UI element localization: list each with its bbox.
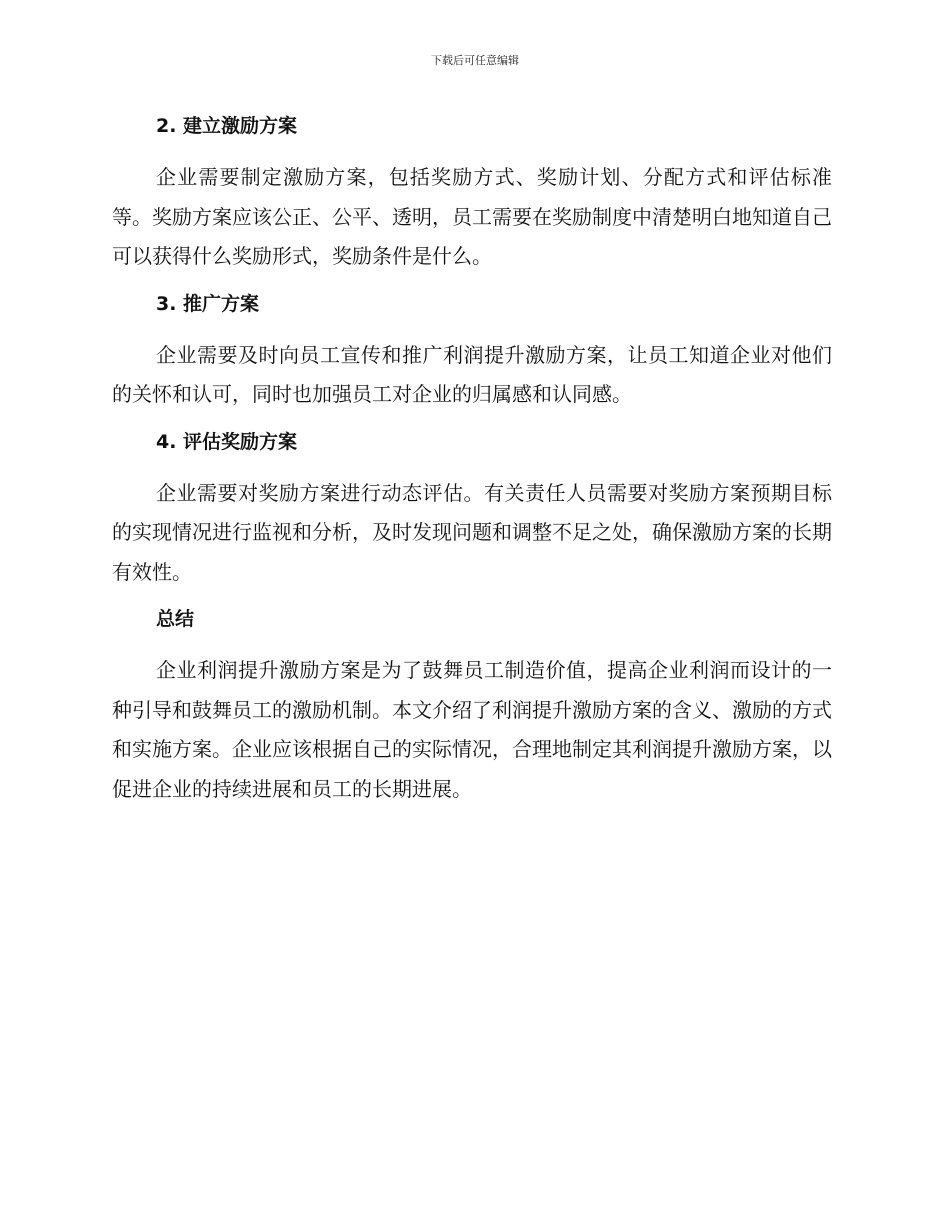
section-heading: 4. 评估奖励方案 [156, 430, 298, 453]
section-heading: 3. 推广方案 [156, 292, 260, 315]
page-header: 下载后可任意编辑 [431, 54, 519, 67]
section-evaluate-plan [112, 428, 832, 593]
section-paragraph: 企业利润提升激励方案是为了鼓舞员工制造价值，提高企业利润而设计的一种引导和鼓舞员工的激励机制。本文介绍了利润提升激励方案的含义、激励的方式和实施方案。企业应该根据自己的实际情况，合理地制定其利润提升激励方案，以促进企业的持续进展和员工的长期进展。 [112, 658, 832, 801]
section-paragraph: 企业需要对奖励方案进行动态评估。有关责任人员需要对奖励方案预期目标的实现情况进行监视和分析，及时发现问题和调整不足之处，确保激励方案的长期有效性。 [112, 480, 832, 584]
document-content [112, 112, 832, 822]
section-promote-plan [112, 290, 832, 415]
section-heading: 总结 [156, 608, 195, 630]
section-establish-incentive-plan [112, 112, 832, 277]
section-paragraph: 企业需要及时向员工宣传和推广利润提升激励方案，让员工知道企业对他们的关怀和认可，同时也加强员工对企业的归属感和认同感。 [112, 342, 832, 406]
section-summary [112, 605, 832, 809]
section-paragraph: 企业需要制定激励方案，包括奖励方式、奖励计划、分配方式和评估标准等。奖励方案应该公正、公平、透明，员工需要在奖励制度中清楚明白地知道自己可以获得什么奖励形式，奖励条件是什么。 [112, 165, 832, 268]
section-heading: 2. 建立激励方案 [156, 115, 298, 137]
